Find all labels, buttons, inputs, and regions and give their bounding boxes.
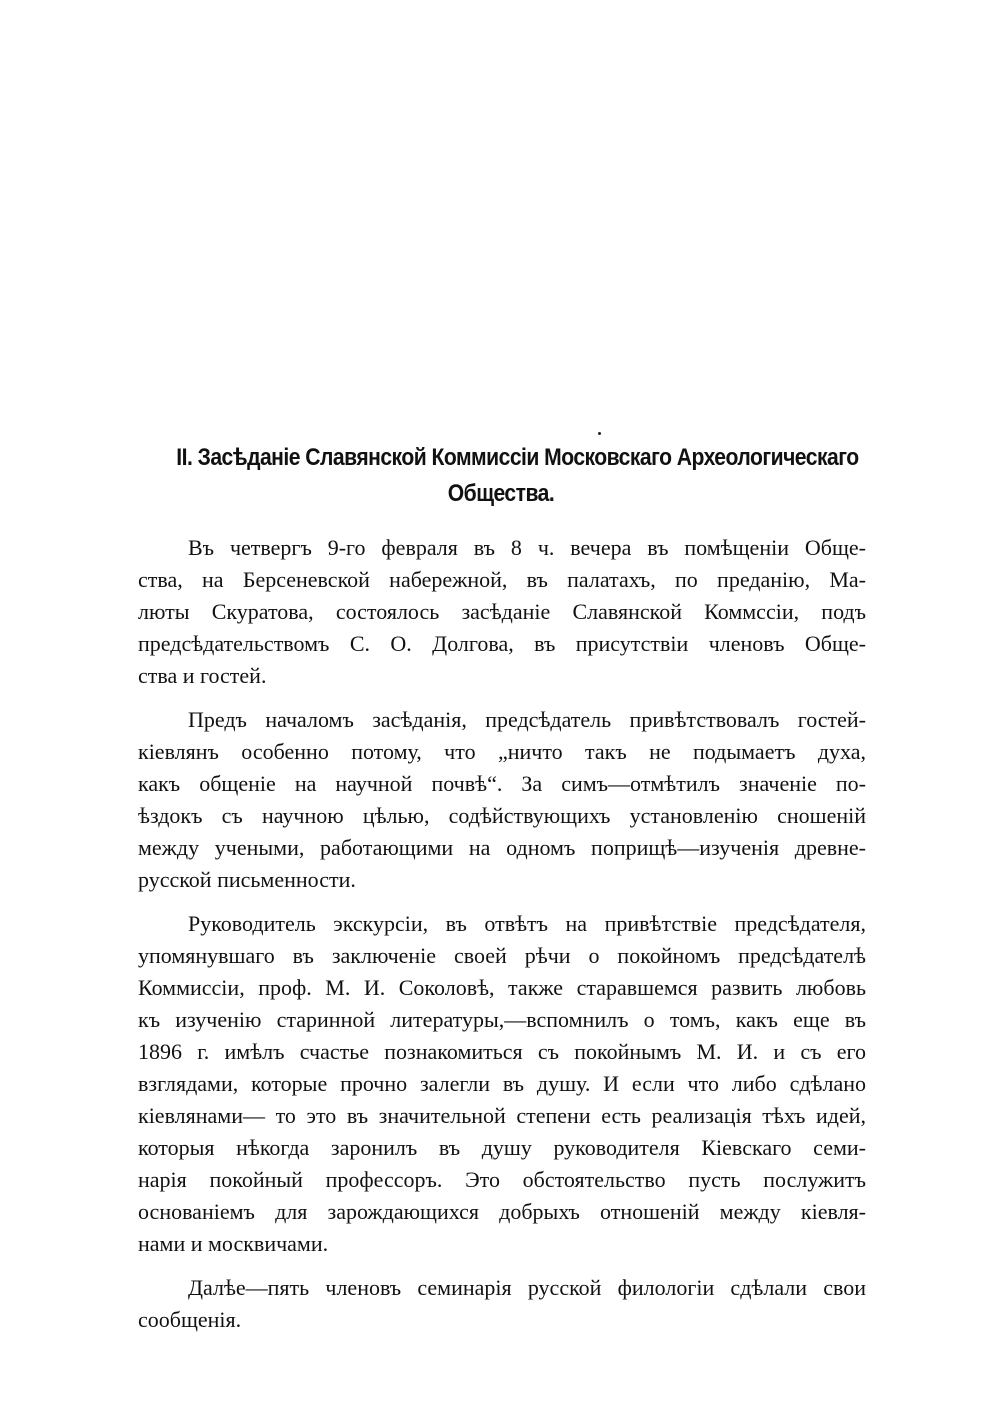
text-line: 1896 г. имѣлъ счастье познакомиться съ покойнымъ М. И. и съ его	[138, 1039, 866, 1064]
text-line: которыя нѣкогда заронилъ въ душу руководителя Кіевскаго семи-	[138, 1135, 866, 1160]
paragraph	[138, 1272, 866, 1336]
text-line: ѣздокъ съ научною цѣлью, содѣйствующихъ установленію сношеній	[138, 803, 866, 828]
text-line: упомянувшаго въ заключеніе своей рѣчи о покойномъ предсѣдателѣ	[138, 943, 866, 968]
text-line: Руководитель экскурсіи, въ отвѣтъ на привѣтствіе предсѣдателя,	[188, 911, 866, 936]
paragraph	[138, 532, 866, 692]
text-line: русской письменности.	[138, 867, 356, 892]
text-line: нами и москвичами.	[138, 1231, 329, 1256]
text-line: основаніемъ для зарождающихся добрыхъ отношеній между кіевля-	[138, 1199, 866, 1224]
text-line: Предъ началомъ засѣданія, предсѣдатель привѣтствовалъ гостей-	[188, 707, 866, 732]
title-line: Общества.	[447, 480, 555, 507]
text-line: Коммиссіи, проф. М. И. Соколовѣ, также старавшемся развить любовь	[138, 975, 866, 1000]
text-line: сообщенія.	[138, 1307, 242, 1332]
text-line: взглядами, которые прочно залегли въ душу. И если что либо сдѣлано	[138, 1071, 866, 1096]
section-title	[176, 440, 859, 512]
text-line: кіевлянами— то это въ значительной степени есть реализація тѣхъ идей,	[138, 1103, 866, 1128]
text-line: ства, на Берсеневской набережной, въ палатахъ, по преданію, Ма-	[138, 567, 866, 592]
text-line: къ изученію старинной литературы,—вспомнилъ о томъ, какъ еще въ	[138, 1007, 866, 1032]
text-line: ства и гостей.	[138, 663, 267, 688]
text-line: Далѣе—пять членовъ семинарія русской филологіи сдѣлали свои	[188, 1275, 866, 1300]
text-line: какъ общеніе на научной почвѣ“. За симъ—отмѣтилъ значеніе по-	[138, 771, 866, 796]
text-line: предсѣдательствомъ С. О. Долгова, въ присутствіи членовъ Обще-	[138, 631, 866, 656]
paragraph	[138, 908, 866, 1260]
text-line: люты Скуратова, состоялось засѣданіе Славянской Коммссіи, подъ	[138, 599, 866, 624]
document-body	[138, 532, 866, 1348]
text-line: между учеными, работающими на одномъ поприщѣ—изученія древне-	[138, 835, 866, 860]
text-line: Въ четвергъ 9-го февраля въ 8 ч. вечера въ помѣщеніи Обще-	[188, 535, 866, 560]
print-speck	[598, 432, 601, 435]
text-line: кіевлянъ особенно потому, что „ничто такъ не подымаетъ духа,	[138, 739, 866, 764]
paragraph	[138, 704, 866, 896]
title-line: II. Засѣданіе Славянской Коммиссіи Московскаго Археологическаго	[176, 444, 859, 471]
text-line: нарія покойный профессоръ. Это обстоятельство пусть послужитъ	[138, 1167, 866, 1192]
